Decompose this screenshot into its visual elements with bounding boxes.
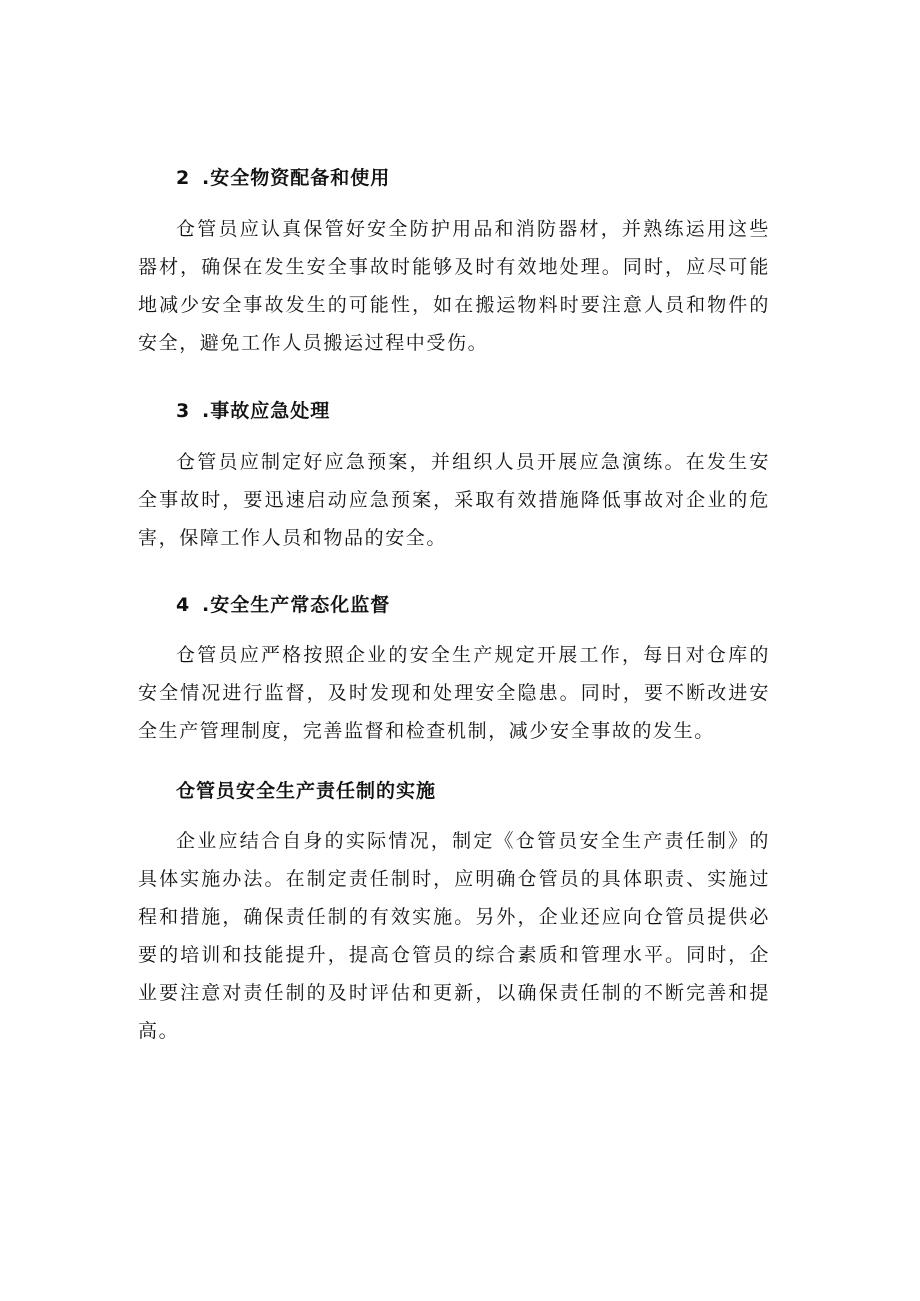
section-title: .安全物资配备和使用 — [202, 167, 391, 189]
section-number: 2 — [176, 167, 191, 189]
section-heading-2 — [176, 165, 390, 191]
section-title: .事故应急处理 — [202, 400, 331, 422]
section-paragraph-implementation: 企业应结合自身的实际情况，制定《仓管员安全生产责任制》的具体实施办法。在制定责任制时，应明确仓管员的具体职责、实施过程和措施，确保责任制的有效实施。另外，企业还应向仓管员提供必要的培训和技能提升，提高仓管员的综合素质和管理水平。同时，企业要注意对责任制的及时评估和更新，以确保责任制的不断完善和提高。 — [138, 830, 770, 1042]
section-paragraph-3: 仓管员应制定好应急预案，并组织人员开展应急演练。在发生安全事故时，要迅速启动应急预案，采取有效措施降低事故对企业的危害，保障工作人员和物品的安全。 — [138, 451, 770, 549]
section-paragraph-2: 仓管员应认真保管好安全防护用品和消防器材，并熟练运用这些器材，确保在发生安全事故时能够及时有效地处理。同时，应尽可能地减少安全事故发生的可能性，如在搬运物料时要注意人员和物件的安全，避免工作人员搬运过程中受伤。 — [138, 218, 770, 354]
section-number: 4 — [176, 594, 191, 616]
section-heading-implementation — [176, 778, 436, 804]
section-heading-3 — [176, 398, 330, 424]
section-title: 仓管员安全生产责任制的实施 — [176, 780, 437, 802]
section-paragraph-4: 仓管员应严格按照企业的安全生产规定开展工作，每日对仓库的安全情况进行监督，及时发现和处理安全隐患。同时，要不断改进安全生产管理制度，完善监督和检查机制，减少安全事故的发生。 — [138, 644, 770, 742]
section-number: 3 — [176, 400, 191, 422]
section-title: .安全生产常态化监督 — [202, 594, 391, 616]
section-heading-4 — [176, 592, 390, 618]
